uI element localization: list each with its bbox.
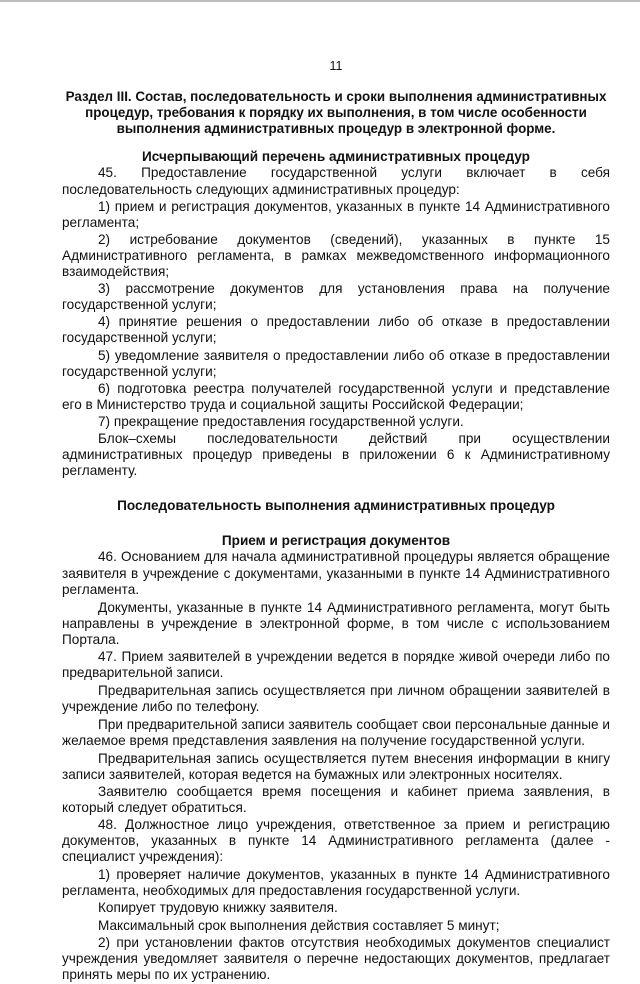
paragraph-pre-registration: Предварительная запись осуществляется при личном обращении заявителей в учреждение либо по телефону. [62, 683, 610, 715]
list-item-6: 6) подготовка реестра получателей государственной услуги и представление его в Министерство труда и социальной защиты Российской Федерации; [62, 380, 610, 412]
list-item-4: 4) принятие решения о предоставлении либо об отказе в предоставлении государственной услуги; [62, 314, 610, 346]
paragraph-45: 45. Предоставление государственной услуги включает в себя последовательность следующих административных процедур: [62, 165, 610, 197]
list-item-3: 3) рассмотрение документов для установления права на получение государственной услуги; [62, 281, 610, 313]
paragraph-electronic-form: Документы, указанные в пункте 14 Административного регламента, могут быть направлены в учреждение в электронной форме, в том числе с использованием Портала. [62, 599, 610, 647]
list-item-7: 7) прекращение предоставления государственной услуги. [98, 413, 464, 429]
list-item-2: 2) истребование документов (сведений), указанных в пункте 15 Административного регламента, в рамках межведомственного информационного взаимодействия; [62, 231, 610, 280]
heading-registration: Прием и регистрация документов [221, 533, 451, 549]
list-item-1: 1) прием и регистрация документов, указанных в пункте 14 Административного регламента; [62, 198, 610, 230]
section-title: Раздел III. Состав, последовательность и сроки выполнения административных процедур, требования к порядку их выполнения, в том числе особенности выполнения административных процедур в электронной форме. [65, 89, 607, 137]
paragraph-record-book: Предварительная запись осуществляется путем внесения информации в книгу записи заявителей, которая ведется на бумажных или электронных носителях. [62, 750, 610, 782]
paragraph-48: 48. Должностное лицо учреждения, ответственное за прием и регистрацию документов, указанных в пункте 14 Административного регламента (далее - специалист учреждения): [62, 816, 610, 865]
paragraph-max-time: Максимальный срок выполнения действия составляет 5 минут; [98, 917, 500, 933]
paragraph-48-item-2: 2) при установлении фактов отсутствия необходимых документов специалист учреждения уведомляет заявителя о перечне недостающих документов, предлагает принять меры по их устранению. [62, 934, 610, 982]
paragraph-personal-data: При предварительной записи заявитель сообщает свои персональные данные и желаемое время представления заявления на получение государственной услуги. [62, 717, 610, 749]
document-page [62, 58, 610, 984]
flowchart-note: Блок–схемы последовательности действий при осуществлении административных процедур приведены в приложении 6 к Административному регламенту. [62, 430, 610, 479]
paragraph-46: 46. Основанием для начала административной процедуры является обращение заявителя в учреждение с документами, указанными в пункте 14 Административного регламента. [62, 549, 610, 597]
paragraph-copy-workbook: Копирует трудовую книжку заявителя. [98, 900, 338, 916]
page-number: 11 [329, 59, 343, 73]
paragraph-47: 47. Прием заявителей в учреждении ведется в порядке живой очереди либо по предварительной записи. [62, 649, 610, 681]
paragraph-visit-time: Заявителю сообщается время посещения и кабинет приема заявления, в который следует обратиться. [62, 783, 610, 815]
top-edge-line [0, 0, 640, 2]
heading-procedures-list: Исчерпывающий перечень административных процедур [142, 149, 530, 165]
heading-sequence: Последовательность выполнения административных процедур [117, 498, 555, 514]
list-item-5: 5) уведомление заявителя о предоставлении либо об отказе в предоставлении государственной услуги; [62, 347, 610, 379]
paragraph-48-item-1: 1) проверяет наличие документов, указанных в пункте 14 Административного регламента, необходимых для предоставления государственной услуги. [62, 867, 610, 899]
